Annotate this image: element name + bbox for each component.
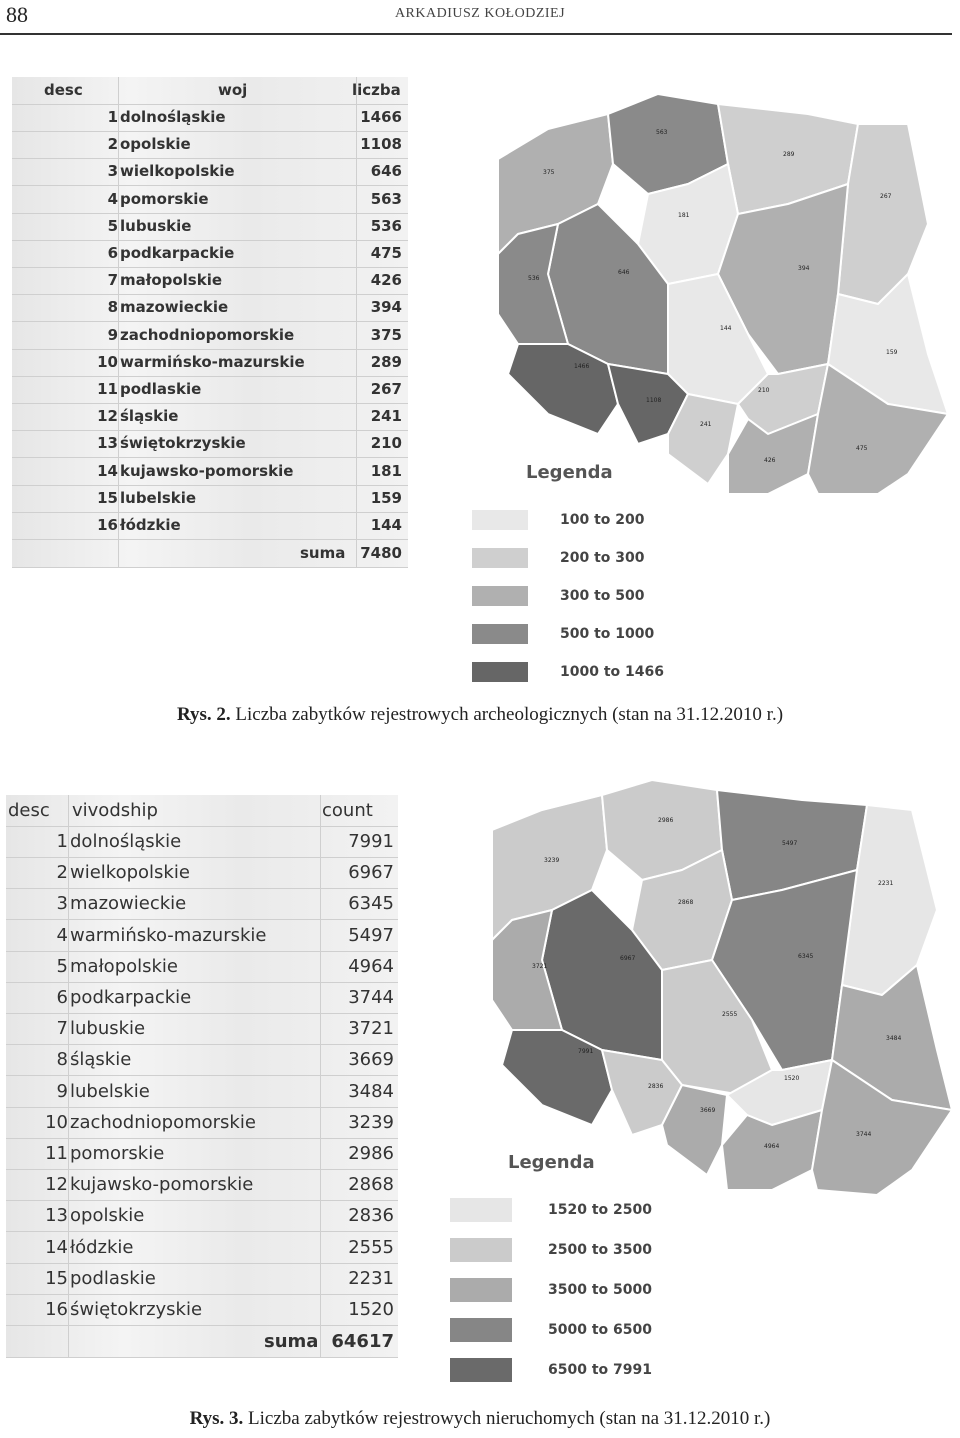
row-desc: 1 [107, 108, 118, 126]
row-count: 3669 [348, 1049, 394, 1071]
row-desc: 15 [45, 1267, 68, 1289]
fig1-table-header [12, 77, 408, 105]
table-row [6, 951, 398, 983]
row-desc: 2 [107, 135, 118, 154]
fig1-col-desc: desc [44, 81, 83, 99]
row-name: opolskie [120, 135, 191, 154]
table-row [12, 158, 408, 186]
fig1-legend [472, 462, 672, 692]
fig2-map-svg [482, 770, 952, 1210]
label-podlaskie: 267 [880, 193, 892, 200]
legend-swatch [472, 510, 528, 530]
table-row [6, 1294, 398, 1326]
row-count: 2868 [348, 1174, 394, 1196]
fig1-map-svg [488, 74, 958, 514]
row-desc: 11 [45, 1143, 68, 1164]
row-name: podkarpackie [120, 244, 235, 262]
row-name: małopolskie [70, 955, 179, 977]
row-count: 3484 [348, 1080, 394, 1102]
fig2-table-header [6, 795, 398, 827]
legend-swatch [450, 1278, 512, 1302]
row-desc: 4 [56, 924, 68, 946]
legend-label: 3500 to 5000 [548, 1282, 652, 1298]
table-row [12, 294, 408, 322]
row-name: lubelskie [120, 488, 197, 507]
row-count: 7991 [348, 831, 394, 852]
legend-swatch [450, 1238, 512, 1262]
row-desc: 9 [107, 325, 118, 344]
fig2-legend [450, 1152, 680, 1392]
label-opolskie: 1108 [646, 397, 662, 404]
label-zachodniopomorskie: 375 [543, 169, 555, 176]
row-desc: 11 [97, 380, 118, 398]
row-name: podlaskie [120, 380, 202, 398]
row-desc: 7 [56, 1018, 68, 1040]
label-malopolskie: 4964 [764, 1143, 780, 1150]
fig1-caption-lead: Rys. 2. [176, 704, 231, 725]
page-header [0, 0, 960, 36]
label-lubelskie: 159 [886, 349, 898, 356]
row-name: wielkopolskie [120, 162, 235, 181]
row-name: dolnośląskie [120, 108, 226, 126]
row-name: kujawsko-pomorskie [120, 461, 294, 480]
label-slaskie: 3669 [700, 1107, 716, 1114]
fig1-legend-title: Legenda [526, 462, 613, 483]
fig2-map [482, 770, 952, 1210]
table-row [6, 1107, 398, 1139]
legend-label: 500 to 1000 [560, 626, 655, 642]
row-name: łódzkie [120, 516, 181, 534]
table-row [6, 1076, 398, 1108]
table-row [6, 1138, 398, 1170]
label-swietokrzyskie: 1520 [784, 1075, 800, 1082]
row-count: 2986 [348, 1143, 394, 1164]
row-desc: 7 [107, 271, 118, 290]
row-count: 241 [370, 407, 402, 426]
row-count: 210 [370, 434, 402, 453]
row-desc: 5 [107, 216, 118, 235]
row-count: 4964 [348, 955, 394, 977]
fig2-col-name: vivodship [72, 800, 158, 821]
table-row [12, 349, 408, 377]
legend-label: 300 to 500 [560, 588, 645, 604]
row-desc: 14 [97, 461, 118, 480]
table-row [6, 982, 398, 1014]
row-name: zachodniopomorskie [70, 1111, 256, 1133]
row-name: pomorskie [120, 189, 209, 208]
table-row [12, 376, 408, 404]
label-kujawsko: 2868 [678, 899, 694, 906]
legend-item [472, 662, 702, 684]
row-count: 1520 [348, 1299, 394, 1320]
row-count: 3721 [348, 1018, 394, 1040]
row-count: 159 [370, 488, 402, 507]
row-count: 289 [370, 352, 402, 371]
row-count: 144 [370, 516, 402, 534]
row-count: 375 [370, 325, 402, 344]
row-desc: 3 [56, 893, 68, 915]
legend-swatch [450, 1358, 512, 1382]
fig1-sum-value: 7480 [360, 544, 402, 562]
table-row [12, 458, 408, 486]
label-podkarpackie: 475 [856, 445, 868, 452]
legend-label: 2500 to 3500 [548, 1242, 652, 1258]
table-row [6, 826, 398, 858]
row-count: 2555 [348, 1236, 394, 1258]
row-name: łódzkie [70, 1236, 134, 1258]
legend-item [450, 1318, 680, 1340]
table-row [12, 403, 408, 431]
legend-item [450, 1198, 680, 1220]
table-row [12, 512, 408, 540]
legend-item [472, 548, 702, 570]
table-row [12, 430, 408, 458]
row-name: podkarpackie [70, 987, 192, 1008]
legend-item [450, 1278, 680, 1300]
row-name: świętokrzyskie [120, 434, 246, 453]
row-count: 2231 [348, 1267, 394, 1289]
fig2-sum-row [6, 1326, 398, 1358]
row-count: 536 [370, 216, 402, 235]
row-desc: 10 [45, 1111, 68, 1133]
row-desc: 8 [107, 298, 118, 317]
row-name: warmińsko-mazurskie [120, 352, 305, 371]
row-name: podlaskie [70, 1267, 156, 1289]
row-count: 646 [370, 162, 402, 181]
row-name: świętokrzyskie [70, 1299, 203, 1320]
legend-label: 100 to 200 [560, 512, 645, 528]
row-count: 563 [370, 189, 402, 208]
table-row [6, 888, 398, 920]
row-name: mazowieckie [70, 893, 187, 915]
fig2-sum-value: 64617 [331, 1331, 394, 1352]
label-lubelskie: 3484 [886, 1035, 902, 1042]
label-lubuskie: 3721 [532, 963, 548, 970]
fig2-sum-label: suma [264, 1331, 319, 1352]
legend-item [472, 586, 702, 608]
table-row [6, 857, 398, 889]
row-count: 5497 [348, 924, 394, 946]
row-desc: 13 [45, 1205, 68, 1227]
row-desc: 3 [107, 162, 118, 181]
row-desc: 15 [97, 488, 118, 507]
row-count: 3744 [348, 987, 394, 1008]
row-count: 1108 [360, 135, 402, 154]
row-name: pomorskie [70, 1143, 165, 1164]
row-desc: 12 [97, 407, 118, 426]
row-count: 394 [370, 298, 402, 317]
fig1-col-count: liczba [352, 81, 401, 99]
table-row [6, 1013, 398, 1045]
label-opolskie: 2836 [648, 1083, 664, 1090]
fig1-caption [0, 704, 960, 726]
legend-swatch [472, 586, 528, 606]
row-count: 475 [370, 244, 402, 262]
table-row [6, 920, 398, 952]
label-pomorskie: 2986 [658, 817, 674, 824]
row-count: 1466 [360, 108, 402, 126]
row-name: lubuskie [120, 216, 192, 235]
fig2-caption-lead: Rys. 3. [189, 1408, 244, 1429]
row-name: wielkopolskie [70, 862, 190, 884]
row-name: kujawsko-pomorskie [70, 1174, 254, 1196]
table-row [6, 1169, 398, 1201]
fig1-caption-text: Liczba zabytków rejestrowych archeologicznych (stan na 31.12.2010 r.) [235, 704, 784, 725]
running-author: ARKADIUSZ KOŁODZIEJ [394, 6, 566, 21]
row-count: 3239 [348, 1111, 394, 1133]
label-mazowieckie: 394 [798, 265, 810, 272]
row-name: lubelskie [70, 1080, 150, 1102]
legend-label: 1000 to 1466 [560, 664, 664, 680]
row-count: 2836 [348, 1205, 394, 1227]
fig2-col-desc: desc [8, 800, 50, 821]
label-warminsko: 5497 [782, 840, 798, 847]
row-desc: 14 [45, 1236, 68, 1258]
row-desc: 13 [97, 434, 118, 453]
table-row [6, 1232, 398, 1264]
row-count: 267 [370, 380, 402, 398]
row-desc: 16 [97, 516, 118, 534]
row-desc: 12 [45, 1174, 68, 1196]
table-row [12, 267, 408, 295]
legend-swatch [472, 662, 528, 682]
legend-item [450, 1358, 680, 1380]
fig2-caption [0, 1408, 960, 1430]
label-wielkopolskie: 646 [618, 269, 630, 276]
label-mazowieckie: 6345 [798, 953, 814, 960]
label-dolnoslaskie: 1466 [574, 363, 590, 370]
row-name: dolnośląskie [70, 831, 182, 852]
legend-swatch [472, 548, 528, 568]
legend-item [450, 1238, 680, 1260]
legend-label: 6500 to 7991 [548, 1362, 652, 1378]
row-desc: 5 [56, 955, 68, 977]
label-zachodniopomorskie: 3239 [544, 857, 560, 864]
label-dolnoslaskie: 7991 [578, 1048, 594, 1055]
label-slaskie: 241 [700, 421, 712, 428]
row-desc: 4 [107, 189, 118, 208]
row-desc: 1 [56, 831, 68, 852]
row-name: warmińsko-mazurskie [70, 924, 267, 946]
fig1-sum-label: suma [300, 544, 346, 562]
legend-swatch [450, 1198, 512, 1222]
label-podkarpackie: 3744 [856, 1131, 872, 1138]
legend-label: 200 to 300 [560, 550, 645, 566]
table-row [6, 1200, 398, 1232]
page-number: 88 [6, 2, 28, 27]
row-count: 6967 [348, 862, 394, 884]
fig2-table [6, 795, 398, 1357]
legend-label: 5000 to 6500 [548, 1322, 652, 1338]
row-name: zachodniopomorskie [120, 325, 295, 344]
row-desc: 6 [107, 244, 118, 262]
label-warminsko: 289 [783, 151, 795, 158]
label-podlaskie: 2231 [878, 880, 894, 887]
row-count: 426 [370, 271, 402, 290]
fig1-col-name: woj [218, 81, 248, 99]
table-row [12, 186, 408, 214]
label-malopolskie: 426 [764, 457, 776, 464]
row-desc: 16 [45, 1299, 68, 1320]
table-row [12, 104, 408, 132]
fig2-col-count: count [322, 800, 373, 821]
row-desc: 2 [56, 862, 68, 884]
legend-swatch [450, 1318, 512, 1342]
row-desc: 10 [97, 352, 118, 371]
label-pomorskie: 563 [656, 129, 668, 136]
row-name: śląskie [120, 407, 179, 426]
row-desc: 8 [56, 1049, 68, 1071]
legend-label: 1520 to 2500 [548, 1202, 652, 1218]
fig1-table [12, 77, 408, 567]
row-desc: 6 [56, 987, 68, 1008]
fig2-legend-title: Legenda [508, 1152, 595, 1173]
row-name: śląskie [70, 1049, 132, 1071]
row-name: lubuskie [70, 1018, 146, 1040]
row-count: 181 [370, 461, 402, 480]
fig1-map [488, 74, 958, 514]
label-wielkopolskie: 6967 [620, 955, 636, 962]
label-lubuskie: 536 [528, 275, 540, 282]
row-name: mazowieckie [120, 298, 229, 317]
legend-item [472, 510, 702, 532]
row-count: 6345 [348, 893, 394, 915]
header-rule [0, 33, 952, 35]
legend-swatch [472, 624, 528, 644]
table-row [6, 1263, 398, 1295]
row-name: opolskie [70, 1205, 145, 1227]
label-lodzkie: 2555 [722, 1011, 738, 1018]
label-kujawsko: 181 [678, 212, 690, 219]
table-row [12, 213, 408, 241]
legend-item [472, 624, 702, 646]
table-row [12, 240, 408, 268]
fig2-caption-text: Liczba zabytków rejestrowych nieruchomych (stan na 31.12.2010 r.) [248, 1408, 771, 1429]
label-swietokrzyskie: 210 [758, 387, 770, 394]
table-row [6, 1044, 398, 1076]
table-row [12, 322, 408, 350]
row-desc: 9 [56, 1080, 68, 1102]
fig1-sum-row [12, 540, 408, 568]
label-lodzkie: 144 [720, 325, 732, 332]
row-name: małopolskie [120, 271, 223, 290]
table-row [12, 485, 408, 513]
table-row [12, 131, 408, 159]
